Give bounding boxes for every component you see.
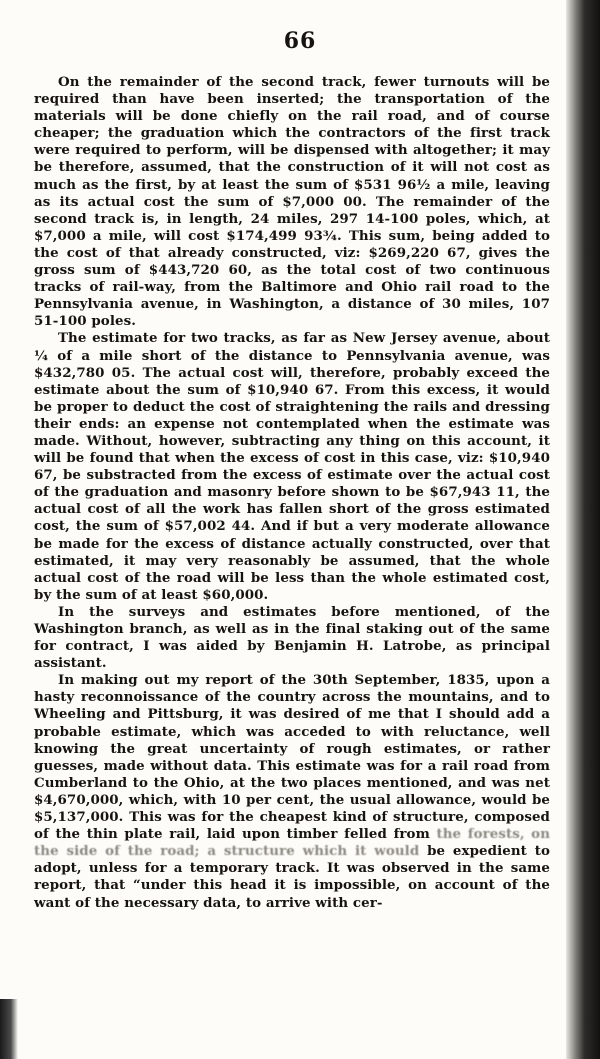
paragraph-two-track-estimate: The estimate for two tracks, as far as New Jersey avenue, about ¼ of a mile short of the distance to Pennsylvania avenue, was $432,780 05. The actual cost will, therefore, probably exceed the estimate about the sum of $10,940 67. From this excess, it would be proper to deduct the cost of straightening the rails and dressing their ends: an expense not contemplated when the estimate was made. Without, however, subtracting any thing on this account, it will be found that when the excess of cost in this case, viz: $10,940 67, be substracted from the excess of estimate over the actual cost of the graduation and masonry before shown to be $67,943 11, the actual cost of all the work has fallen short of the gross estimated cost, the sum of $57,002 44. And if but a very moderate allowance be made for the excess of distance actually constructed, over that estimated, it may very reasonably be assumed, that the whole actual cost of the road will be less than the whole estimated cost, by the sum of at least $60,000. bbox=[34, 330, 550, 603]
paragraph-surveys-assistant: In the surveys and estimates before mentioned, of the Washington branch, as well as in the final staking out of the same for contract, I was aided by Benjamin H. Latrobe, as principal assistant. bbox=[34, 603, 550, 672]
paragraph-text-segment: In making out my report of the 30th September, 1835, upon a hasty reconnoissance of the country across the mountains, and to Wheeling and Pittsburg, it was desired of me that I should add a probable estimate, which was acceded to with reluctance, well knowing the great uncertainty of rough estimates, or rather guesses, made without data. This estimate was for a rail road from Cumberland to the Ohio, at the two places mentioned, and was net $4,670,000, which, with 10 per cent, the usual allowance, would be $5,137,000. This was for the cheapest kind of structure, composed of the thin plate rail, laid upon timber felled from bbox=[34, 672, 550, 843]
page-number: 66 bbox=[283, 28, 317, 54]
body-text bbox=[34, 74, 550, 912]
scan-binding-shadow bbox=[0, 999, 18, 1059]
paragraph-second-track-cost: On the remainder of the second track, fewer turnouts will be required than have been inserted; the transportation of the materials will be done chiefly on the rail road, and of course cheaper; the graduation which the contractors of the first track were required to perform, will be dispensed with altogether; it may be therefore, assumed, that the construction of it will not cost as much as the first, by at least the sum of $531 96½ a mile, leaving as its actual cost the sum of $7,000 00. The remainder of the second track is, in length, 24 miles, 297 14-100 poles, which, at $7,000 a mile, will cost $174,499 93¾. This sum, being added to the cost of that already constructed, viz: $269,220 67, gives the gross sum of $443,720 60, as the total cost of two continuous tracks of rail-way, from the Baltimore and Ohio rail road to the Pennsylvania avenue, in Washington, a distance of 30 miles, 107 51-100 poles. bbox=[34, 74, 550, 330]
smudged-text-segment: the forests, on the side of the road; a structure which it would bbox=[34, 826, 551, 860]
paragraph-reconnoissance-report bbox=[34, 672, 550, 911]
paragraph-text-segment: be expedient to adopt, unless for a temporary track. It was observed in the same report, that “under this head it is impossible, on account of the want of the necessary data, to arrive with cer- bbox=[34, 843, 550, 911]
scan-page-edge bbox=[566, 0, 600, 1059]
